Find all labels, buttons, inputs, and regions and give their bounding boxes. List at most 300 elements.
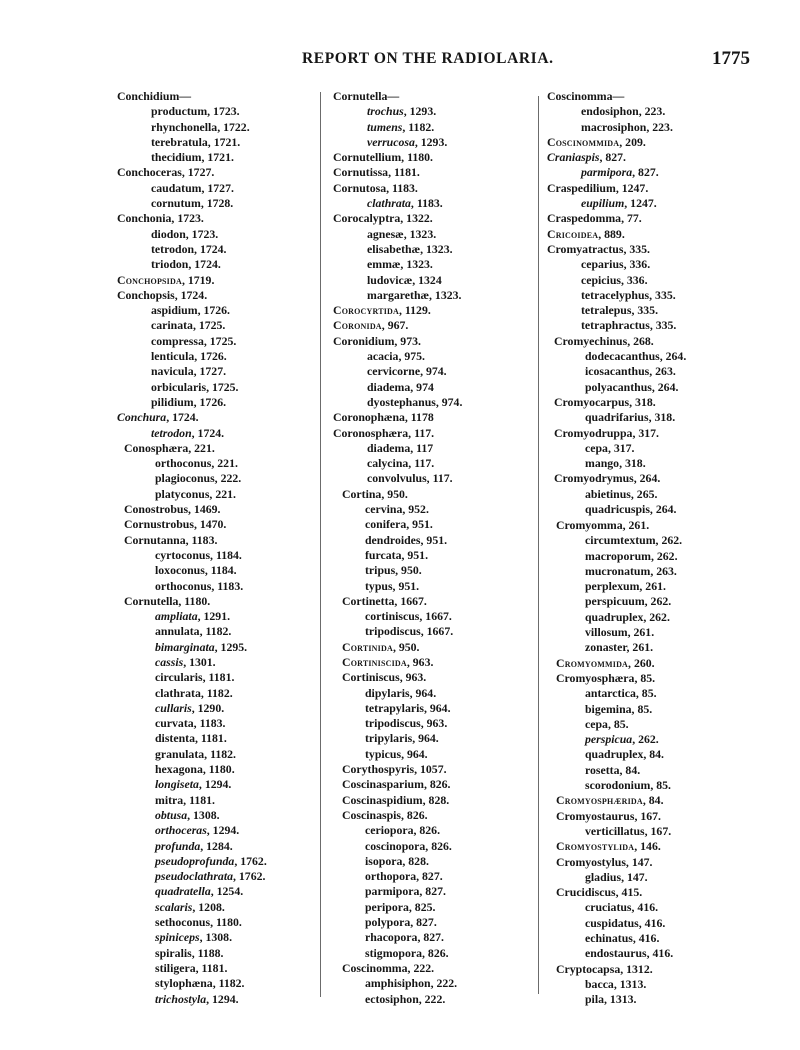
taxon-name: bimarginata — [155, 639, 215, 654]
taxon-name: Conostrobus — [124, 502, 189, 517]
page-reference: , 260. — [628, 655, 655, 670]
page-reference: , 146. — [634, 839, 661, 854]
index-subentry — [547, 549, 686, 564]
index-subentry — [117, 150, 267, 165]
index-subentry — [333, 609, 462, 624]
page-reference: , 950. — [392, 639, 420, 654]
taxon-name: Coscinommida — [547, 134, 620, 149]
index-subentry — [333, 364, 462, 379]
page-reference: , 1181. — [194, 731, 227, 746]
page-reference: , 1721. — [207, 134, 241, 149]
index-subentry — [547, 885, 686, 900]
taxon-name: ceriopora — [365, 823, 414, 838]
index-subentry — [117, 471, 267, 486]
page-reference: , 223. — [646, 119, 673, 134]
index-subentry — [547, 303, 686, 318]
page-reference: , 967. — [381, 318, 409, 333]
index-subentry — [547, 686, 686, 701]
taxon-name: trochus — [367, 104, 404, 119]
taxon-name: typicus — [365, 746, 402, 761]
page-reference: , 261. — [639, 579, 666, 594]
index-subentry — [333, 624, 462, 639]
page-reference: , 1726. — [194, 349, 227, 364]
index-subentry — [333, 563, 462, 578]
taxon-name: diadema — [367, 440, 411, 455]
taxon-name: Cromyosphæra — [556, 670, 635, 685]
page-reference: , 1724. — [191, 425, 225, 440]
taxon-name: tetracelyphus — [581, 287, 650, 302]
taxon-name: cyrtoconus — [155, 547, 211, 562]
taxon-name: tripodiscus — [365, 716, 421, 731]
page-reference: , 828. — [422, 792, 450, 807]
page-number: 1775 — [712, 48, 750, 69]
taxon-name: convolvulus — [367, 471, 427, 486]
page-reference: , 1727. — [201, 180, 234, 195]
taxon-name: aspidium — [151, 303, 198, 318]
taxon-name: cepa — [585, 716, 608, 731]
index-subentry — [117, 318, 267, 333]
index-subentry — [333, 196, 462, 211]
page-reference: , 1180. — [210, 915, 242, 930]
taxon-name: Conchoceras — [117, 165, 182, 180]
page-reference: , 335. — [631, 303, 659, 318]
taxon-name: Corocalyptra — [333, 211, 401, 226]
page-reference: , 1182. — [200, 685, 233, 700]
taxon-name: orbicularis — [151, 379, 207, 394]
page-reference: , 1129. — [399, 303, 431, 318]
taxon-name: perspicuum — [585, 594, 645, 609]
index-subentry — [547, 977, 686, 992]
index-subentry — [333, 135, 462, 150]
taxon-name: diadema — [367, 379, 411, 394]
page-reference: , 964. — [423, 700, 451, 715]
page-reference: , 1181. — [183, 792, 215, 807]
index-subentry — [333, 869, 462, 884]
index-subentry — [333, 242, 462, 257]
index-subentry — [547, 855, 686, 870]
index-entry — [117, 288, 267, 303]
taxon-name: Corythospyris — [342, 762, 415, 777]
taxon-name: plagioconus — [155, 471, 215, 486]
page-reference: , 1181. — [202, 670, 235, 685]
index-subentry — [117, 930, 267, 945]
taxon-name: Coronidium — [333, 333, 395, 348]
taxon-name: Cromyomma — [556, 518, 623, 532]
page-reference: , 262. — [650, 548, 678, 563]
index-entry — [333, 318, 462, 333]
taxon-name: annulata — [155, 624, 200, 639]
taxon-name: orthopora — [365, 869, 417, 884]
taxon-name: rosetta — [585, 762, 620, 777]
page-reference: , 263. — [649, 364, 676, 379]
page-reference: , 1182. — [212, 976, 245, 991]
taxon-name: trichostyla — [155, 991, 207, 1006]
page-reference: , 261. — [626, 640, 654, 655]
index-subentry — [333, 548, 462, 563]
index-subentry — [547, 257, 686, 272]
page-reference: , 974. — [435, 394, 463, 409]
index-subentry — [117, 869, 267, 884]
taxon-name: polyacanthus — [585, 379, 652, 394]
page-reference: , 318. — [648, 410, 676, 425]
index-subentry — [547, 625, 686, 640]
index-subentry — [333, 349, 462, 364]
taxon-name: acacia — [367, 349, 399, 364]
index-subentry — [117, 196, 267, 211]
index-subentry — [117, 884, 267, 899]
page-reference: , 1719. — [181, 272, 215, 287]
index-subentry — [117, 762, 267, 777]
taxon-name: Cromyostaurus — [556, 808, 635, 823]
page-reference: , 964. — [409, 685, 437, 700]
index-subentry — [547, 671, 686, 686]
taxon-name: Cromyodrymus — [554, 471, 634, 486]
index-subentry — [333, 456, 462, 471]
page-reference: , 84. — [643, 747, 665, 762]
taxon-name: Conosphæra — [124, 440, 189, 455]
index-subentry — [333, 257, 462, 272]
index-subentry — [547, 564, 686, 579]
taxon-name: spiralis — [155, 945, 192, 960]
taxon-name: margarethæ — [367, 287, 430, 302]
index-subentry — [117, 793, 267, 808]
index-entry — [333, 150, 462, 165]
index-subentry — [117, 533, 267, 548]
page-reference: , 1182. — [402, 119, 435, 134]
index-subentry — [333, 777, 462, 792]
index-subentry — [333, 946, 462, 961]
taxon-name: cervicorne — [367, 364, 421, 379]
index-subentry — [333, 517, 462, 532]
page-reference: , 1312. — [620, 961, 653, 976]
page-reference: , 1247. — [615, 180, 649, 195]
page-reference: , 167. — [644, 823, 672, 838]
index-subentry — [333, 441, 462, 456]
index-subentry — [547, 702, 686, 717]
page-reference: , 1184. — [210, 547, 242, 562]
page-reference: , 1180. — [202, 762, 235, 777]
index-subentry — [117, 395, 267, 410]
index-subentry — [547, 763, 686, 778]
index-entry — [333, 303, 462, 318]
page-reference: , 827. — [632, 165, 659, 180]
index-entry — [333, 410, 462, 425]
page-reference: , 221. — [211, 456, 238, 471]
page-reference: , 963. — [399, 670, 427, 685]
index-subentry — [547, 165, 686, 180]
taxon-name: gladius — [585, 869, 622, 884]
page-reference: , 1290. — [191, 700, 225, 715]
index-entry — [117, 165, 267, 180]
index-subentry — [547, 349, 686, 364]
page-reference: , 335. — [623, 241, 650, 256]
page-reference: , 268. — [627, 333, 654, 348]
page-reference: , 335. — [649, 287, 676, 302]
taxon-name: Coscinaspidium — [342, 792, 423, 807]
page-reference: , 84. — [642, 793, 664, 808]
taxon-name: Conchura — [117, 410, 167, 425]
taxon-name: endostaurus — [585, 946, 647, 961]
index-subentry — [547, 487, 686, 502]
taxon-name: Conchopsis — [117, 287, 175, 302]
index-entry — [117, 273, 267, 288]
page-reference: , 335. — [649, 318, 677, 333]
taxon-name: Conchonia — [117, 211, 172, 226]
index-subentry — [333, 273, 462, 288]
index-entry — [547, 227, 686, 242]
index-subentry — [117, 135, 267, 150]
page-reference: , 318. — [619, 456, 646, 471]
taxon-name: Cornutosa — [333, 180, 387, 195]
taxon-name: hexagona — [155, 762, 203, 777]
page-reference: , 317. — [607, 440, 635, 455]
taxon-name: platyconus — [155, 486, 210, 501]
index-subentry — [333, 502, 462, 517]
page-reference: , 1284. — [200, 838, 233, 853]
taxon-name: conifera — [365, 517, 407, 532]
index-subentry — [117, 380, 267, 395]
taxon-name: scorodonium — [585, 778, 651, 793]
taxon-name: echinatus — [585, 931, 633, 946]
page-reference: , 263. — [650, 563, 677, 578]
page-reference: , 209. — [619, 134, 646, 149]
taxon-name: Cortiniscus — [342, 670, 400, 685]
index-subentry — [117, 441, 267, 456]
index-entry — [547, 89, 686, 104]
page-reference: , 1247. — [624, 196, 657, 211]
index-subentry — [333, 686, 462, 701]
index-subentry — [333, 579, 462, 594]
taxon-name: typus — [365, 578, 393, 593]
taxon-name: loxoconus — [155, 563, 205, 578]
page-reference: , 825. — [408, 899, 436, 914]
page-reference: , 1183. — [410, 196, 443, 211]
taxon-name: antarctica — [585, 686, 636, 701]
taxon-name: cuspidatus — [585, 915, 639, 930]
page-reference: , 827. — [417, 930, 444, 945]
taxon-name: thecidium — [151, 150, 202, 165]
page-reference: , 951. — [406, 517, 433, 532]
page-reference: , 336. — [623, 257, 651, 272]
page-reference: , 1293. — [403, 104, 437, 119]
taxon-name: quadrifarius — [585, 410, 649, 425]
index-subentry — [547, 610, 686, 625]
page-reference: , 974 — [410, 379, 434, 394]
index-subentry — [333, 976, 462, 991]
taxon-name: tripodiscus — [365, 624, 421, 639]
index-subentry — [117, 640, 267, 655]
page-reference: , 827. — [419, 884, 446, 899]
taxon-name: orthoceras — [155, 823, 207, 838]
page-reference: , 317. — [632, 425, 659, 440]
taxon-name: mitra — [155, 792, 184, 807]
page-reference: , 222. — [430, 976, 458, 991]
index-subentry — [333, 731, 462, 746]
index-subentry — [547, 870, 686, 885]
page-reference: , 1182. — [199, 624, 232, 639]
index-subentry — [117, 120, 267, 135]
taxon-name: rhacopora — [365, 930, 418, 945]
index-subentry — [117, 731, 267, 746]
index-subentry — [547, 594, 686, 609]
taxon-name: terebratula — [151, 134, 208, 149]
taxon-name: spiniceps — [155, 930, 200, 945]
taxon-name: Coronida — [333, 318, 382, 333]
index-entry — [333, 426, 462, 441]
taxon-name: Cromyodruppa — [554, 425, 633, 440]
index-subentry — [117, 686, 267, 701]
taxon-name: sethoconus — [155, 915, 211, 930]
index-subentry — [547, 334, 686, 349]
taxon-name: Cricoidea — [547, 226, 599, 241]
page-reference: , 1725. — [192, 318, 226, 333]
page-reference: , 1184. — [204, 563, 237, 578]
index-entry — [547, 181, 686, 196]
index-subentry — [333, 808, 462, 823]
taxon-name: pseudoprofunda — [155, 853, 235, 868]
page-reference: , 1308. — [187, 807, 220, 822]
page-reference: , 963. — [406, 654, 434, 669]
page-reference: , 1470. — [193, 517, 227, 532]
taxon-name: Coronosphæra — [333, 425, 409, 440]
page-reference: , 964. — [412, 731, 439, 746]
page-reference: , 1727. — [181, 165, 215, 180]
index-subentry — [117, 976, 267, 991]
taxon-name: Craspedilium — [547, 180, 616, 195]
page-reference: , 1301. — [183, 654, 216, 669]
page-reference: , 1294. — [206, 823, 240, 838]
page-reference: , 167. — [634, 808, 661, 823]
page-reference: , 1293. — [414, 134, 448, 149]
page-reference: , 117 — [410, 440, 434, 455]
taxon-name: clathrata — [367, 196, 411, 211]
page-reference: , 1667. — [419, 609, 452, 624]
taxon-name: macrosiphon — [581, 119, 647, 134]
index-subentry — [117, 777, 267, 792]
taxon-name: Coscinomma — [342, 960, 408, 975]
taxon-name: ectosiphon — [365, 991, 419, 1006]
page-reference: , 1667. — [394, 593, 427, 608]
page-reference: , 85. — [650, 778, 671, 793]
page-reference: , 1323. — [403, 226, 437, 241]
page-reference: , 147. — [621, 869, 648, 884]
index-subentry — [117, 915, 267, 930]
index-subentry — [547, 471, 686, 486]
index-subentry — [333, 380, 462, 395]
index-subentry — [117, 227, 267, 242]
page-reference: , 1469. — [188, 502, 221, 517]
index-subentry — [547, 410, 686, 425]
taxon-name: Cortinida — [342, 639, 393, 654]
page-reference: , 222. — [407, 960, 435, 975]
index-subentry — [547, 962, 686, 977]
taxon-name: triodon — [151, 257, 189, 272]
page-reference: , 416. — [631, 900, 659, 915]
page-reference: , 963. — [420, 716, 448, 731]
index-subentry — [333, 594, 462, 609]
taxon-name: Cortinetta — [342, 593, 395, 608]
page-reference: , 1183. — [386, 180, 418, 195]
taxon-name: rhynchonella — [151, 119, 218, 134]
taxon-name: pilidium — [151, 394, 194, 409]
index-subentry — [333, 930, 462, 945]
index-subentry — [117, 257, 267, 272]
taxon-name: mucronatum — [585, 563, 651, 578]
taxon-name: circumtextum — [585, 533, 656, 548]
taxon-name: cassis — [155, 654, 184, 669]
page-reference: , 1180. — [178, 593, 211, 608]
page-reference: , 826. — [413, 823, 441, 838]
taxon-name: Cromyostylida — [556, 839, 635, 854]
index-subentry — [333, 288, 462, 303]
taxon-name: pila — [585, 992, 605, 1007]
taxon-name: Cortiniscida — [342, 654, 407, 669]
page-reference: , 1254. — [210, 884, 244, 899]
page-reference: , 262. — [655, 533, 683, 548]
page-reference: , 1762. — [234, 853, 267, 868]
taxon-name: Craniaspis — [547, 150, 600, 165]
taxon-name: longiseta — [155, 777, 199, 792]
page-reference: , 1295. — [214, 639, 248, 654]
index-entry — [547, 150, 686, 165]
index-subentry — [117, 839, 267, 854]
index-subentry — [547, 656, 686, 671]
taxon-name: abietinus — [585, 486, 631, 501]
index-entry — [117, 410, 267, 425]
index-subentry — [117, 548, 267, 563]
page-reference: , 1728. — [200, 196, 234, 211]
index-subentry — [333, 533, 462, 548]
index-subentry — [547, 717, 686, 732]
taxon-name: clathrata — [155, 685, 201, 700]
index-subentry — [117, 594, 267, 609]
index-subentry — [547, 120, 686, 135]
index-subentry — [333, 915, 462, 930]
index-subentry — [547, 839, 686, 854]
index-subentry — [117, 517, 267, 532]
index-subentry — [117, 624, 267, 639]
page-reference: , 1722. — [217, 119, 250, 134]
page-reference: , 1183. — [185, 532, 218, 547]
taxon-name: stiligera — [155, 960, 196, 975]
index-subentry — [547, 809, 686, 824]
index-subentry — [117, 670, 267, 685]
page-reference: , 1324 — [412, 272, 442, 287]
index-subentry — [333, 992, 462, 1007]
taxon-name: pseudoclathrata — [155, 869, 233, 884]
taxon-name: elisabethæ — [367, 241, 421, 256]
taxon-name: diodon — [151, 226, 186, 241]
index-subentry — [547, 579, 686, 594]
page-reference: , 950. — [395, 563, 422, 578]
taxon-name: parmipora — [581, 165, 633, 180]
page-reference: , 1323. — [429, 287, 462, 302]
index-subentry — [333, 120, 462, 135]
index-entry — [117, 211, 267, 226]
index-entry — [333, 89, 462, 104]
index-subentry — [117, 992, 267, 1007]
page-reference: , 336. — [620, 272, 648, 287]
index-entry — [333, 334, 462, 349]
page-reference: , 265. — [630, 486, 658, 501]
index-subentry — [117, 716, 267, 731]
taxon-name: lenticula — [151, 349, 195, 364]
page-reference: , 964. — [401, 746, 428, 761]
index-column-3 — [547, 89, 686, 1008]
page-reference: , 1724. — [174, 287, 208, 302]
taxon-name: Cornutella — [124, 593, 179, 608]
taxon-name: Conchopsida — [117, 272, 182, 287]
